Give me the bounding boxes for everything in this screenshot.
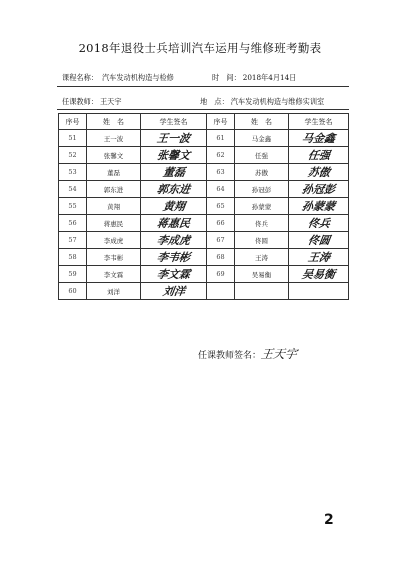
course-name: 汽车发动机构造与检修 <box>101 73 174 82</box>
row-number: 57 <box>59 232 87 249</box>
table-row <box>59 164 349 181</box>
student-signature <box>141 130 207 147</box>
signature-text: 李韦彬 <box>156 251 191 264</box>
attendance-table <box>58 113 349 300</box>
student-signature <box>141 283 207 300</box>
row-number: 52 <box>59 147 87 164</box>
student-signature <box>289 130 349 147</box>
table-row <box>59 249 349 266</box>
student-name: 苏傲 <box>235 164 289 181</box>
student-signature <box>141 147 207 164</box>
header-name: 姓 名 <box>87 114 141 130</box>
table-row <box>59 215 349 232</box>
row-number: 62 <box>207 147 235 164</box>
row-number: 54 <box>59 181 87 198</box>
teacher-signature: 王天宇 <box>259 347 298 361</box>
student-signature <box>141 266 207 283</box>
table-row <box>59 266 349 283</box>
row-number <box>207 283 235 300</box>
signature-text: 苏傲 <box>306 166 331 179</box>
table-header-row <box>59 114 349 130</box>
student-name: 董磊 <box>87 164 141 181</box>
row-number: 68 <box>207 249 235 266</box>
student-signature <box>141 249 207 266</box>
row-number: 58 <box>59 249 87 266</box>
teacher-signature-line <box>198 345 297 362</box>
signature-text: 孙冠彭 <box>301 183 336 196</box>
student-name: 黄翔 <box>87 198 141 215</box>
student-name: 吴易衡 <box>235 266 289 283</box>
table-row <box>59 181 349 198</box>
student-name: 李韦彬 <box>87 249 141 266</box>
time-label: 时 间： <box>212 73 241 82</box>
header-signature: 学生签名 <box>289 114 349 130</box>
student-name <box>235 283 289 300</box>
student-name: 马金鑫 <box>235 130 289 147</box>
student-name: 王涛 <box>235 249 289 266</box>
student-name: 蒋惠民 <box>87 215 141 232</box>
student-name: 李成虎 <box>87 232 141 249</box>
signature-text: 王一波 <box>156 132 191 145</box>
signature-text: 任强 <box>306 149 331 162</box>
teacher-underline <box>57 109 349 110</box>
signature-text: 佟圆 <box>306 234 331 247</box>
student-name: 任强 <box>235 147 289 164</box>
row-number: 60 <box>59 283 87 300</box>
signature-text: 李文霖 <box>156 268 191 281</box>
signature-text: 董磊 <box>161 166 186 179</box>
signature-text: 孙蒙蒙 <box>301 200 336 213</box>
teacher-name: 王天宇 <box>99 97 122 106</box>
student-signature <box>289 283 349 300</box>
student-name: 张馨文 <box>87 147 141 164</box>
student-signature <box>289 215 349 232</box>
course-info <box>62 73 174 83</box>
student-signature <box>141 164 207 181</box>
signature-text: 蒋惠民 <box>156 217 191 230</box>
header-signature: 学生签名 <box>141 114 207 130</box>
table-row <box>59 283 349 300</box>
teacher-signature-label: 任课教师签名： <box>198 351 262 361</box>
student-signature <box>289 198 349 215</box>
document-title: 2018年退役士兵培训汽车运用与维修班考勤表 <box>78 41 322 55</box>
student-signature <box>289 181 349 198</box>
header-number: 序号 <box>207 114 235 130</box>
student-signature <box>289 232 349 249</box>
row-number: 61 <box>207 130 235 147</box>
row-number: 65 <box>207 198 235 215</box>
student-name: 孙蒙蒙 <box>235 198 289 215</box>
signature-text: 黄翔 <box>161 200 186 213</box>
row-number: 53 <box>59 164 87 181</box>
student-signature <box>141 232 207 249</box>
student-signature <box>141 181 207 198</box>
signature-text: 马金鑫 <box>301 132 336 145</box>
student-signature <box>289 147 349 164</box>
row-number: 64 <box>207 181 235 198</box>
table-row <box>59 147 349 164</box>
table-row <box>59 198 349 215</box>
student-name: 李文霖 <box>87 266 141 283</box>
header-name: 姓 名 <box>235 114 289 130</box>
location-label: 地 点： <box>200 97 229 106</box>
header-number: 序号 <box>59 114 87 130</box>
teacher-label: 任课教师： <box>62 97 98 106</box>
student-name: 刘洋 <box>87 283 141 300</box>
row-number: 56 <box>59 215 87 232</box>
course-label: 课程名称： <box>62 73 98 82</box>
table-row <box>59 130 349 147</box>
time-info <box>212 73 296 83</box>
row-number: 55 <box>59 198 87 215</box>
student-name: 佟兵 <box>235 215 289 232</box>
signature-text: 李成虎 <box>156 234 191 247</box>
location-info <box>200 97 324 107</box>
row-number: 66 <box>207 215 235 232</box>
student-name: 孙冠彭 <box>235 181 289 198</box>
student-name: 王一波 <box>87 130 141 147</box>
student-signature <box>141 215 207 232</box>
row-number: 51 <box>59 130 87 147</box>
signature-text: 佟兵 <box>306 217 331 230</box>
time-value: 2018年4月14日 <box>242 73 297 82</box>
location-value: 汽车发动机构造与维修实训室 <box>230 97 325 106</box>
student-name: 佟圆 <box>235 232 289 249</box>
student-signature <box>289 164 349 181</box>
row-number: 59 <box>59 266 87 283</box>
row-number: 63 <box>207 164 235 181</box>
row-number: 69 <box>207 266 235 283</box>
course-underline <box>57 86 349 87</box>
signature-text: 刘洋 <box>161 285 186 298</box>
student-name: 郭东进 <box>87 181 141 198</box>
table-row <box>59 232 349 249</box>
signature-text: 郭东进 <box>156 183 191 196</box>
student-signature <box>141 198 207 215</box>
student-signature <box>289 249 349 266</box>
teacher-info <box>62 97 122 107</box>
page-number: 2 <box>324 512 334 528</box>
signature-text: 张馨文 <box>156 149 191 162</box>
row-number: 67 <box>207 232 235 249</box>
signature-text: 王涛 <box>306 251 331 264</box>
signature-text: 吴易衡 <box>301 268 336 281</box>
student-signature <box>289 266 349 283</box>
